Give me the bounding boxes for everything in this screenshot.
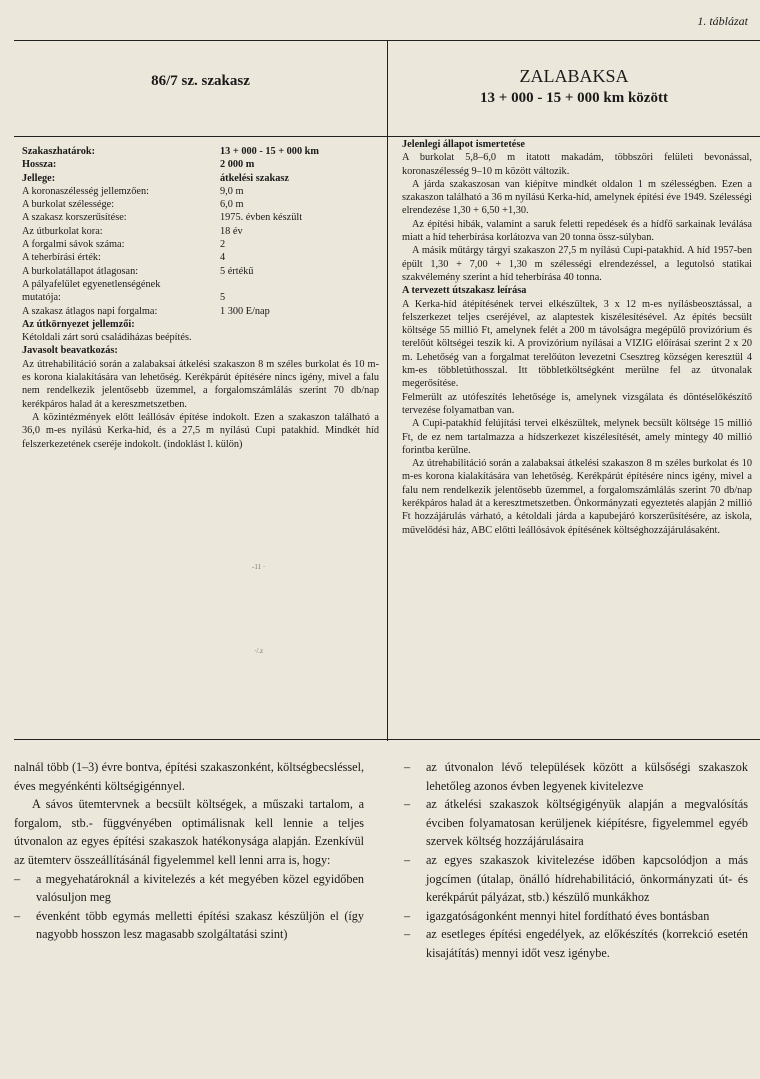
property-value: 5: [220, 292, 226, 304]
section-description: [388, 137, 760, 741]
property-value: 5 értékű: [220, 265, 254, 277]
current-state-title: Jelenlegi állapot ismertetése: [402, 139, 525, 150]
body-paragraph: nalnál több (1–3) évre bontva, építési szakaszonként, költségbecsléssel, éves megyénkénti költségigénnyel.: [14, 760, 364, 793]
property-label: Az útburkolat kora:: [22, 225, 103, 237]
property-row: [22, 225, 379, 238]
list-item: [404, 925, 748, 962]
list-item: [14, 870, 364, 907]
property-row: [22, 198, 379, 211]
list-item-text: igazgatóságonként mennyi hitel fordítható éves bontásban: [426, 908, 710, 923]
list-item: [404, 758, 748, 795]
property-row: [22, 305, 379, 318]
description-paragraph: A burkolat 5,8–6,0 m itatott makadám, többszöri felületi bevonással, koronaszélesség 9–10 m között változik.: [402, 152, 752, 177]
list-item-text: az átkelési szakaszok költségigényük alapján a megvalósítás évciben folyamatosan kerüljenek kiépítésre, figyelemmel egyéb szervek költség hozzájárulásaira: [426, 797, 748, 849]
body-text-left: [14, 758, 364, 944]
property-value: 2: [220, 239, 226, 251]
property-row: [22, 185, 379, 198]
palya-label: A pályafelület egyenetlenségének: [22, 278, 161, 290]
environment-text: Kétoldali zárt sorú családiházas beépítés.: [22, 332, 192, 344]
section-title: 86/7 sz. szakasz: [151, 73, 250, 89]
property-row: [22, 158, 379, 171]
dash-marker: –: [404, 852, 411, 867]
dash-marker: –: [14, 908, 21, 923]
property-list: [22, 145, 379, 278]
property-row: [22, 265, 379, 278]
property-value: 13 + 000 - 15 + 000 km: [220, 146, 319, 157]
property-row: [22, 172, 379, 185]
list-item: [404, 795, 748, 851]
header-right: [388, 41, 760, 137]
header-left: [14, 41, 388, 137]
property-label: A burkolat szélessége:: [22, 199, 115, 211]
property-label: A szakasz átlagos napi forgalma:: [22, 305, 158, 317]
description-paragraph: A Kerka-híd átépítésének tervei elkészültek, 3 x 12 m-es nyílásbeosztással, a felszerkezet teljes cseréjével, az alaptestek kiszélesítésével. Az építés becsült költsége 55 millió Ft, amelynek felét a 200 m távolságra megépülő provizórium és terelőút költségei teszik ki. A provizórium nyílásai a VIZIG előírásai szerint 2 x 20 m. Lehetőség van a forgalmat terelőúton levezetni Csesztreg községen keresztül 4 km-es többletúthosszal. Itt többletköltségként merülne fel az útvonalak megerősítése.: [402, 298, 752, 390]
environment-title: Az útkörnyezet jellemzői:: [22, 318, 135, 330]
dash-marker: –: [14, 871, 21, 886]
location-name: ZALABAKSA: [519, 66, 629, 86]
property-value: 4: [220, 252, 226, 264]
list-item-text: az útvonalon lévő települések között a külsőségi szakaszok lehetőleg azonos évben legyenek kivitelezve: [426, 760, 748, 793]
property-value: 9,0 m: [220, 185, 244, 197]
list-item-text: a megyehatároknál a kivitelezés a két megyében közel egyidőben valósuljon meg: [36, 871, 364, 905]
list-item: [404, 907, 748, 926]
list-item-text: évenként több egymás melletti építési szakasz készüljön el (így nagyobb hosszon lesz magasabb szolgáltatási szint): [36, 908, 364, 942]
property-label: A burkolatállapot átlagosan:: [22, 265, 139, 277]
property-row: [22, 238, 379, 251]
body-paragraph: A sávos ütemtervnek a becsült költségek, a műszaki tartalom, a forgalom, stb.- függvényében optimálisnak kell lennie a teljes útvonalon az egyes építési szakaszok hatékonysága alapján. Ezenkívül az ütemterv összeállításánál figyelemmel kell lenni arra is, hogy:: [14, 797, 364, 867]
property-label: Jellege:: [22, 172, 56, 184]
property-row: [22, 251, 379, 264]
property-label: A forgalmi sávok száma:: [22, 239, 125, 251]
scan-mark: -11 ·: [252, 563, 266, 571]
proposal-title: Javasolt beavatkozás:: [22, 345, 118, 357]
list-item: [14, 907, 364, 944]
property-row: [22, 145, 379, 158]
description-paragraph: A járda szakaszosan van kiépítve mindkét oldalon 1 m szélességben. Ezen a szakaszon található a 36 m nyílású Kerka-híd, amelynek építési éve 1949. Szélességi elrendezése 1,30 + 6,50 +1,30.: [402, 178, 752, 217]
property-label: A szakasz korszerűsítése:: [22, 212, 127, 224]
property-value: átkelési szakasz: [220, 172, 289, 184]
property-value: 1 300 E/nap: [220, 305, 270, 317]
section-properties: [14, 137, 388, 741]
proposal-paragraph: Az útrehabilitáció során a zalabaksai átkelési szakaszon 8 m széles burkolat és 10 m-es korona kialakítására van lehetőség. Kerékpárút építésére nincs igény, mivel a falu nem rendelkezik jelentősebb üzemmel, a forgalomszámlálás szerint 70 db/nap kerékpáros halad át a kereszmetszetben.: [22, 358, 379, 410]
description-paragraph: Felmerült az utófeszítés lehetősége is, amelynek vizsgálata és döntéselőkészítő tervezése folyamatban van.: [402, 391, 752, 416]
property-label: Szakaszhatárok:: [22, 146, 96, 157]
property-row: [22, 211, 379, 224]
description-paragraph: Az építési hibák, valamint a saruk feletti repedések és a hídfő sarkainak leválása miatt a híd teherbírása korlátozva van 20 tonna össz-súlyban.: [402, 218, 752, 244]
property-label: Hossza:: [22, 159, 57, 171]
dash-marker: –: [404, 908, 411, 923]
scan-mark: ·/.z: [254, 647, 264, 655]
property-label: A koronaszélesség jellemzően:: [22, 185, 149, 197]
property-value: 1975. évben készült: [220, 212, 303, 224]
body-text-right: [404, 758, 748, 963]
dash-marker: –: [404, 927, 411, 942]
dash-marker: –: [404, 797, 411, 812]
list-item-text: az esetleges építési engedélyek, az előkészítés (korrekció esetén kisajátítás) mennyi időt vesz igénybe.: [426, 927, 748, 960]
property-value: 18 év: [220, 225, 243, 237]
description-paragraph: Az útrehabilitáció során a zalabaksai átkelési szakaszon 8 m széles burkolat és 10 m-es korona kialakítására van lehetőség. Kerékpárút építésére nincs igény, mivel a falu nem rendelkezik jelentősebb üzemmel, a forgalomszámlálás szerint 70 db/nap kerékpáros halad át a keresztmetszetben. Önkormányzati egyeztetés alapján 2 millió Ft hozzájárulás várható, a kétoldali járda a kapubejáró korszerűsítésére, az iskola, művelődési ház, ABC előtti leállósávok építésének költséghozzájárulásaként.: [402, 458, 752, 536]
property-value: 2 000 m: [220, 159, 255, 171]
location-range: 13 + 000 - 15 + 000 km között: [480, 90, 668, 106]
planned-title: A tervezett útszakasz leírása: [402, 285, 527, 297]
property-row: [22, 291, 379, 304]
table-number: 1. táblázat: [697, 14, 748, 28]
dash-marker: –: [404, 760, 411, 774]
property-value: 6,0 m: [220, 199, 244, 211]
proposal-paragraph: A közintézmények előtt leállósáv építése indokolt. Ezen a szakaszon található a 36,0 m-es nyílású Kerka-híd, és a 27,5 m nyílású Cupi patakhíd. Mindkét híd felszerkezetének cseréje indokolt. (indoklást l. külön): [22, 411, 379, 450]
property-label: A teherbírási érték:: [22, 252, 101, 264]
property-label: mutatója:: [22, 292, 61, 304]
list-item-text: az egyes szakaszok kivitelezése időben kapcsolódjon a más jogcímen (útalap, önálló hídrehabilitáció, önkormányzati út- és kerékpárút pályázat, stb.) készülő munkákhoz: [426, 852, 748, 905]
data-table: [14, 40, 760, 740]
description-paragraph: A Cupi-patakhíd felújítási tervei elkészültek, melynek becsült költsége 15 millió Ft, de ez nem tartalmazza a hídszerkezet kiszélesítését, amely mintegy 40 millió forintba kerülne.: [402, 418, 752, 456]
description-paragraph: A másik műtárgy tárgyi szakaszon 27,5 m nyílású Cupi-patakhíd. A híd 1957-ben épült 1,30 + 7,00 + 1,30 m szélességi elrendezéssel, a legutolsó statikai szakvélemény szerint a híd teherbírása 40 tonna.: [402, 245, 752, 283]
list-item: [404, 851, 748, 907]
